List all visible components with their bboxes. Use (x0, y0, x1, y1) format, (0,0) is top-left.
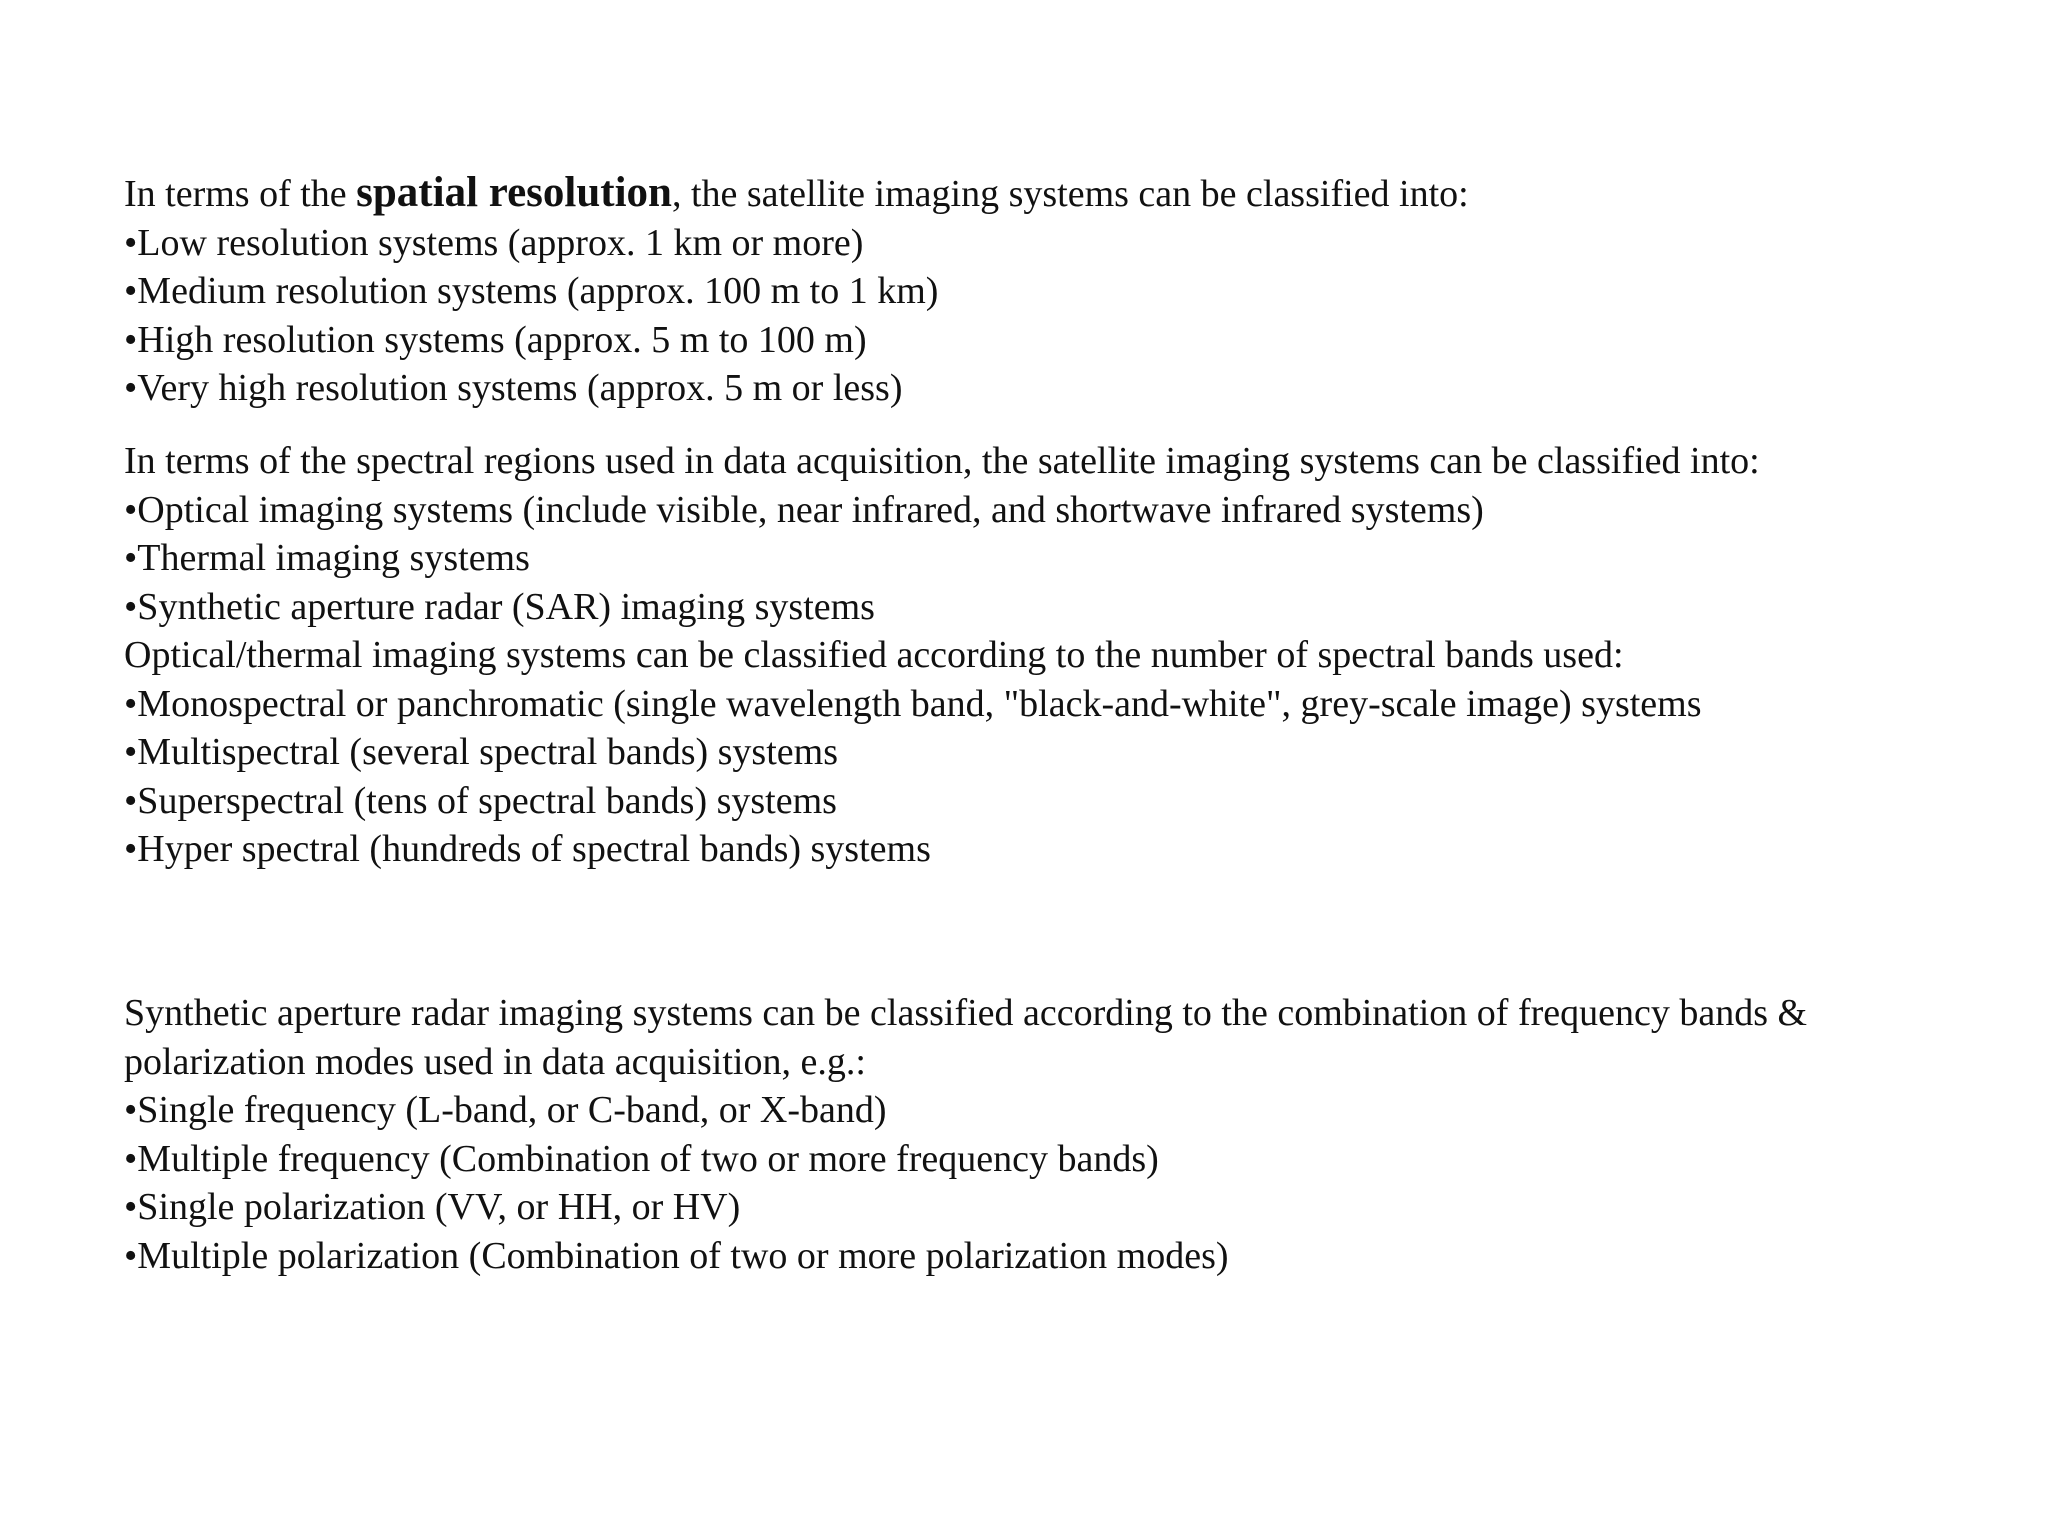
spectral-regions-section (124, 437, 2004, 874)
list-item: •Multispectral (several spectral bands) systems (124, 731, 838, 773)
spectral-bands-intro: Optical/thermal imaging systems can be classified according to the number of spectral bands used: (124, 634, 1624, 676)
list-item: •Very high resolution systems (approx. 5 m or less) (124, 367, 903, 409)
list-item: •Multiple frequency (Combination of two or more frequency bands) (124, 1137, 1159, 1180)
list-item: •Low resolution systems (approx. 1 km or more) (124, 221, 864, 264)
list-item: •Medium resolution systems (approx. 100 m to 1 km) (124, 270, 939, 312)
spatial-intro (124, 169, 2004, 219)
sar-intro-line-1: Synthetic aperture radar imaging systems can be classified according to the combination of frequency bands & (124, 992, 1808, 1034)
list-item: •High resolution systems (approx. 5 m to 100 m) (124, 318, 867, 361)
spectral-intro: In terms of the spectral regions used in data acquisition, the satellite imaging systems can be classified into: (124, 440, 1760, 482)
sar-intro-line-2: polarization modes used in data acquisition, e.g.: (124, 1040, 866, 1083)
spatial-intro-after: , the satellite imaging systems can be classified into: (671, 173, 1469, 215)
list-item: •Single polarization (VV, or HH, or HV) (124, 1186, 741, 1228)
sar-section (124, 989, 2004, 1280)
list-item: •Superspectral (tens of spectral bands) systems (124, 779, 837, 822)
spatial-intro-emphasis: spatial resolution (356, 169, 672, 216)
spatial-intro-before: In terms of the (124, 173, 357, 215)
list-item: •Synthetic aperture radar (SAR) imaging systems (124, 585, 875, 628)
list-item: •Single frequency (L-band, or C-band, or X-band) (124, 1089, 887, 1131)
spatial-resolution-section (124, 169, 2004, 413)
list-item: •Hyper spectral (hundreds of spectral bands) systems (124, 828, 931, 870)
list-item: •Thermal imaging systems (124, 537, 530, 579)
list-item: •Monospectral or panchromatic (single wavelength band, "black-and-white", grey-scale image) systems (124, 682, 1702, 725)
list-item: •Optical imaging systems (include visible, near infrared, and shortwave infrared systems) (124, 488, 1484, 531)
list-item: •Multiple polarization (Combination of two or more polarization modes) (124, 1234, 1229, 1277)
